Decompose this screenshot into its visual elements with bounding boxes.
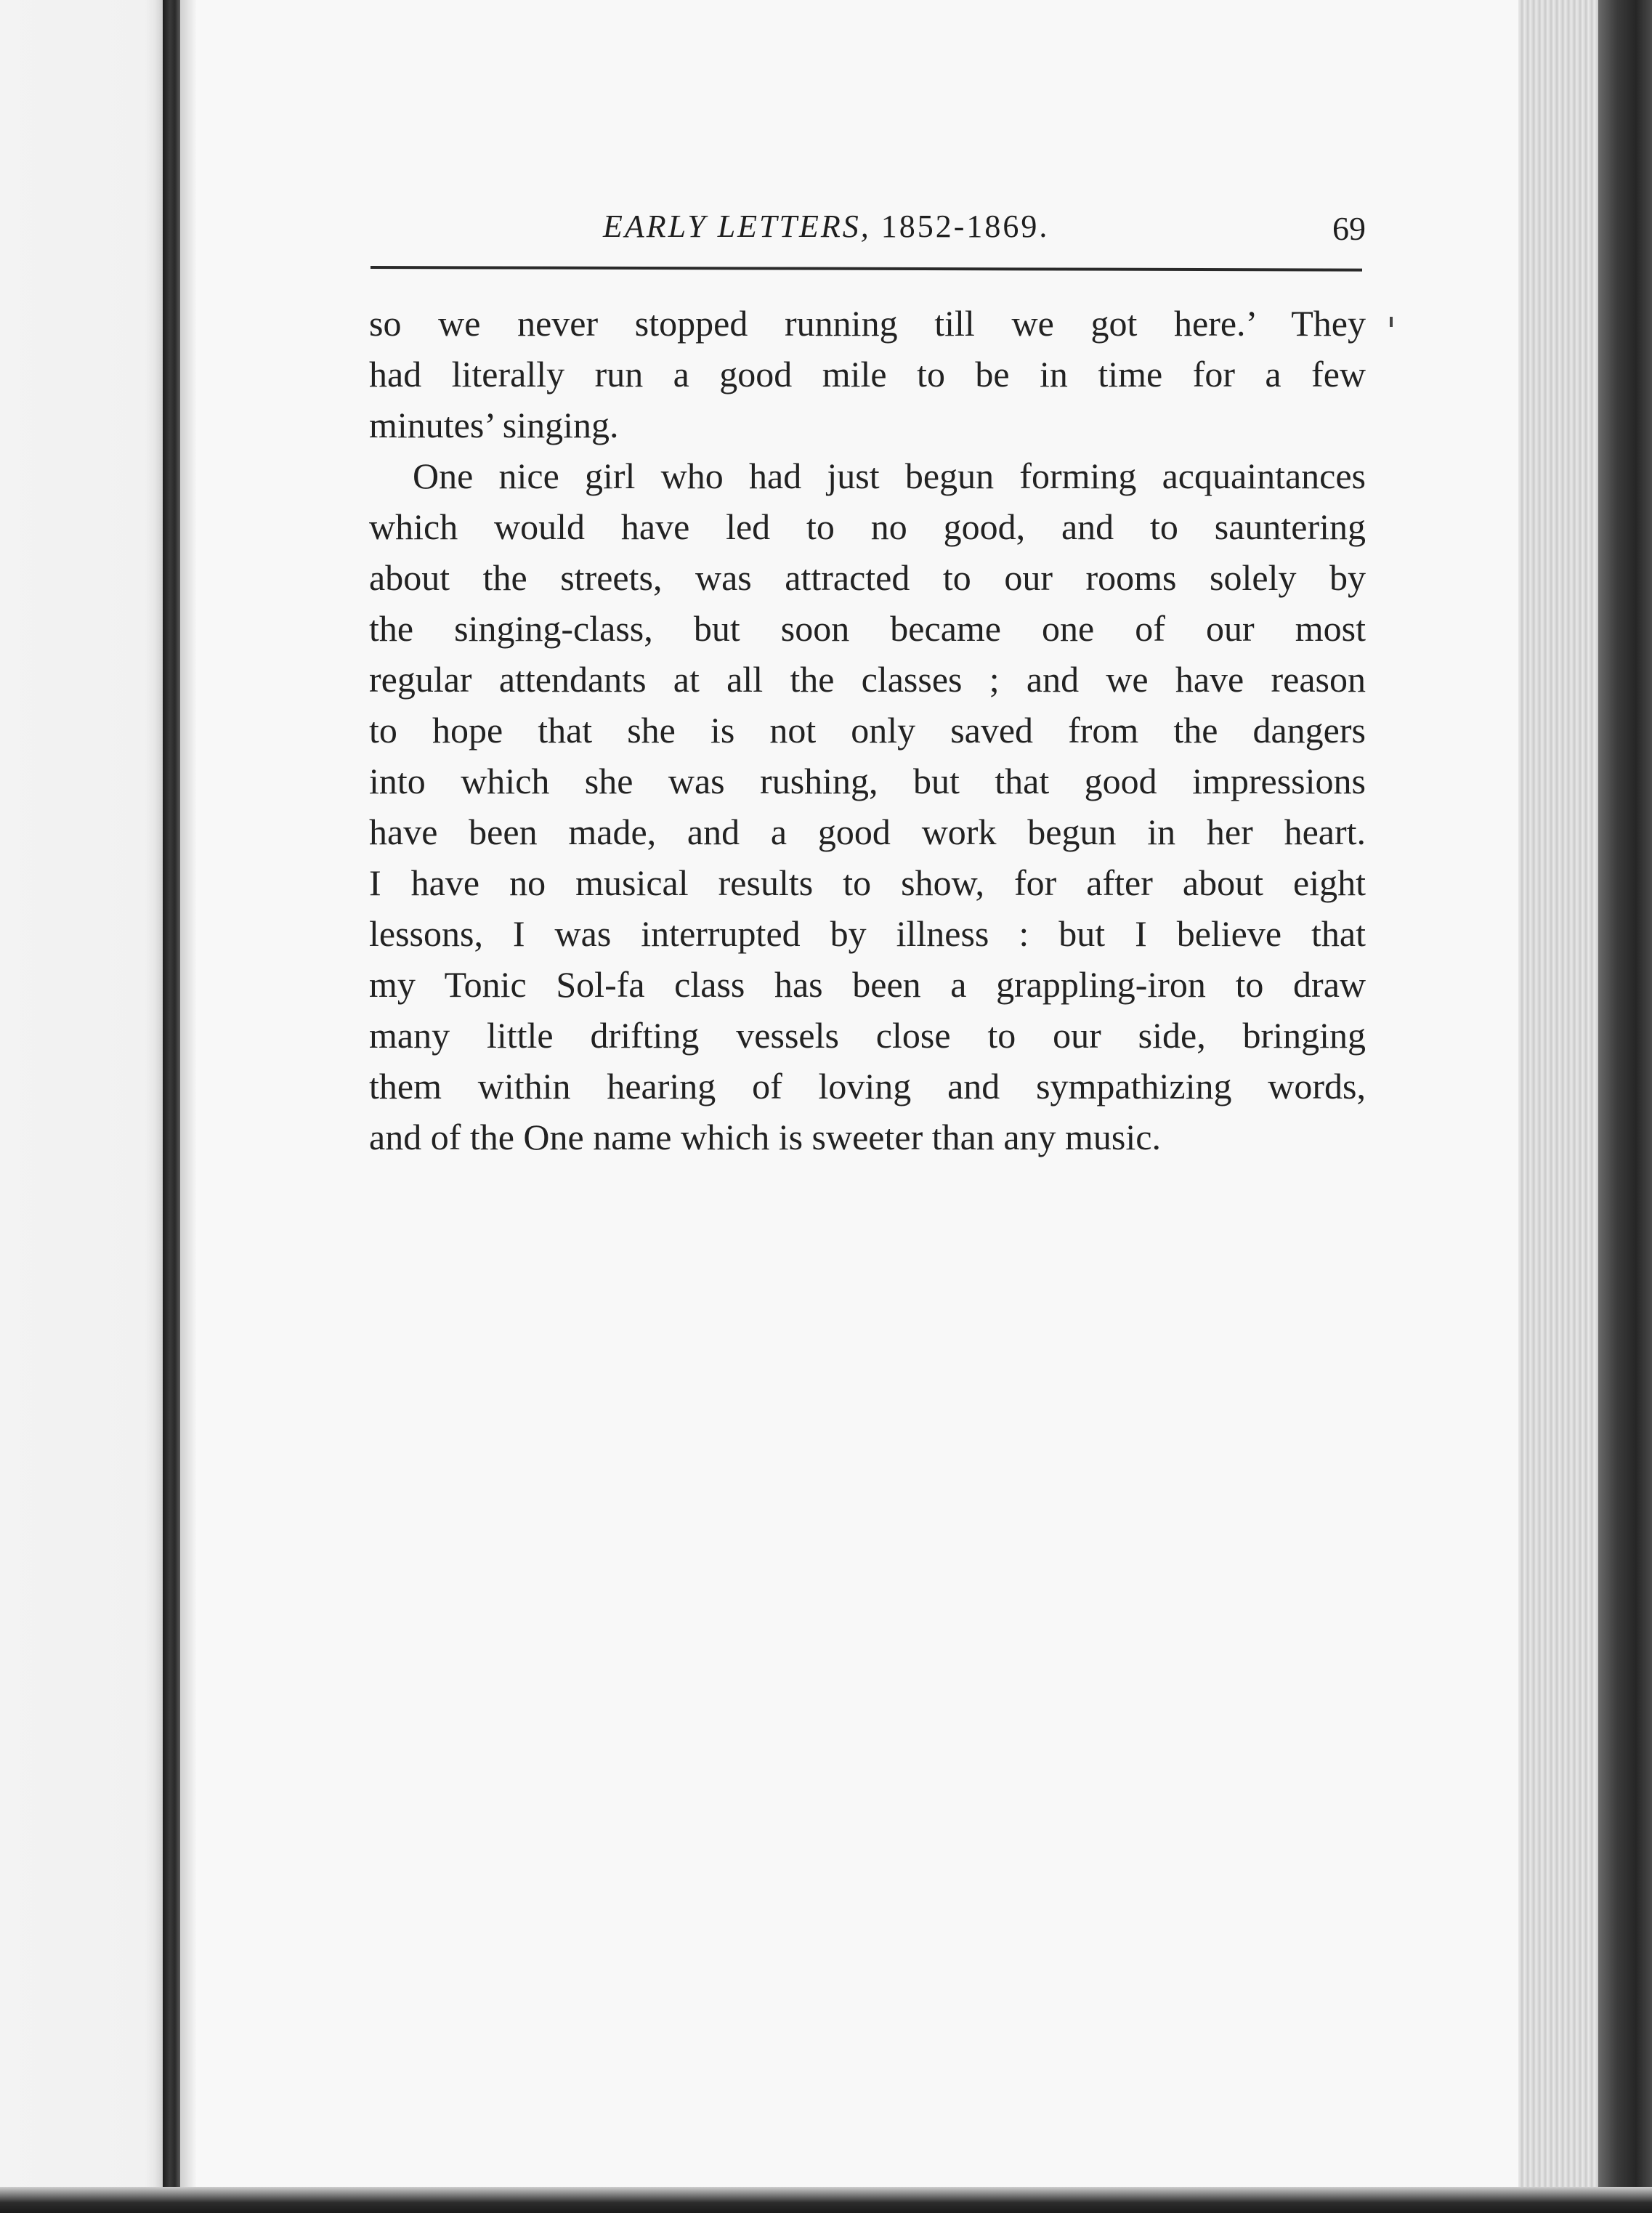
text-line: regular attendants at all the classes ; and we have reason (369, 659, 1366, 700)
text-line: and of the One name which is sweeter than any music. (369, 1117, 1161, 1157)
print-speck (1390, 317, 1393, 327)
text-line: minutes’ singing. (369, 405, 619, 445)
text-line: many little drifting vessels close to our side, bringing (369, 1015, 1366, 1056)
running-head (371, 208, 1366, 259)
text-line: about the streets, was attracted to our rooms solely by (369, 557, 1366, 598)
text-line: had literally run a good mile to be in time for a few (369, 354, 1366, 395)
gutter-shadow (180, 0, 196, 2213)
running-head-years: 1852-1869. (880, 209, 1050, 244)
text-line: my Tonic Sol-fa class has been a grappling-iron to draw (369, 964, 1366, 1005)
text-line: them within hearing of loving and sympathizing words, (369, 1066, 1366, 1106)
text-line: to hope that she is not only saved from the dangers (369, 710, 1366, 751)
page-fore-edge (1518, 0, 1598, 2194)
text-line: have been made, and a good work begun in her heart. (369, 812, 1366, 852)
text-line: which would have led to no good, and to sauntering (369, 506, 1366, 547)
text-line: so we never stopped running till we got here.’ They (369, 303, 1366, 344)
paragraph-start-line: One nice girl who had just begun forming acquaintances (413, 456, 1366, 496)
scan-left-margin (0, 0, 163, 2213)
text-line: the singing-class, but soon became one of our most (369, 608, 1366, 649)
text-line: lessons, I was interrupted by illness : but I believe that (369, 913, 1366, 954)
body-text (369, 298, 1366, 1162)
book-cover-edge (1598, 0, 1652, 2213)
text-line: into which she was rushing, but that good impressions (369, 761, 1366, 801)
book-binding-edge (163, 0, 180, 2213)
scan-bottom-edge (0, 2187, 1652, 2213)
page-number: 69 (1332, 210, 1366, 247)
running-head-title (603, 208, 1049, 245)
running-head-title-text: EARLY LETTERS, (603, 209, 871, 244)
text-line: I have no musical results to show, for after about eight (369, 862, 1366, 903)
